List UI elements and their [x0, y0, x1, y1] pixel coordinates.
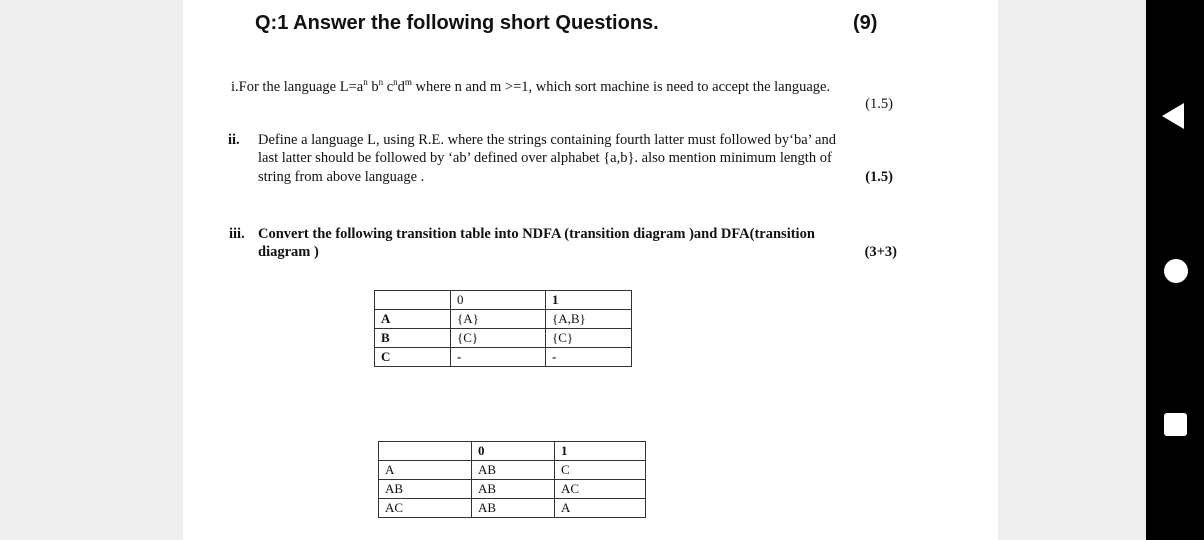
table-cell: B [375, 329, 451, 348]
document-page [183, 0, 998, 540]
table-cell: A [555, 499, 646, 518]
back-icon[interactable] [1162, 103, 1184, 129]
table-cell: {C} [546, 329, 632, 348]
table-cell: C [375, 348, 451, 367]
table-cell [379, 442, 472, 461]
item-i-marks: (1.5) [865, 96, 893, 112]
item-ii-line1: Define a language L, using R.E. where the strings containing fourth latter must followed by‘ba’ and [258, 132, 836, 148]
table-cell: {A} [451, 310, 546, 329]
item-iii-number: iii. [229, 226, 245, 242]
left-margin [0, 0, 183, 540]
table-row [379, 461, 646, 480]
item-ii-line3: string from above language . [258, 169, 425, 185]
item-i-text: i.For the language $L=a^n$ $b^n$ $c^nd^m$ where n and m >=1, which sort machine is need to accept the language. [231, 77, 831, 95]
right-margin [998, 0, 1146, 540]
table-row [375, 291, 632, 310]
table-cell: AC [555, 480, 646, 499]
item-ii-line2: last latter should be followed by ‘ab’ defined over alphabet {a,b}. also mention minimum length of [258, 150, 832, 166]
table-cell: 1 [546, 291, 632, 310]
table-cell: 0 [472, 442, 555, 461]
table-cell [375, 291, 451, 310]
item-iii-marks: (3+3) [864, 244, 897, 260]
table-row [375, 310, 632, 329]
table-cell: A [379, 461, 472, 480]
table-cell: A [375, 310, 451, 329]
home-icon[interactable] [1164, 259, 1188, 283]
table-cell: 0 [451, 291, 546, 310]
table-cell: AB [472, 461, 555, 480]
table-cell: 1 [555, 442, 646, 461]
transition-table-dfa [378, 441, 646, 518]
item-ii-marks: (1.5) [865, 169, 893, 185]
item-iii-line2: diagram ) [258, 244, 319, 260]
question-marks: (9) [853, 12, 878, 34]
table-cell: {A,B} [546, 310, 632, 329]
question-title: Q:1 Answer the following short Questions. [255, 12, 659, 34]
table-cell: {C} [451, 329, 546, 348]
table-cell: AB [472, 480, 555, 499]
item-iii-line1: Convert the following transition table into NDFA (transition diagram )and DFA(transition [258, 226, 815, 242]
table-row [379, 499, 646, 518]
table-cell: AB [379, 480, 472, 499]
table-cell: AC [379, 499, 472, 518]
table-row [379, 480, 646, 499]
recent-apps-icon[interactable] [1164, 413, 1187, 436]
table-cell: AB [472, 499, 555, 518]
item-ii-number: ii. [228, 132, 240, 148]
table-row [375, 348, 632, 367]
table-cell: - [451, 348, 546, 367]
transition-table-ndfa [374, 290, 632, 367]
table-row [379, 442, 646, 461]
table-cell: - [546, 348, 632, 367]
table-cell: C [555, 461, 646, 480]
table-row [375, 329, 632, 348]
